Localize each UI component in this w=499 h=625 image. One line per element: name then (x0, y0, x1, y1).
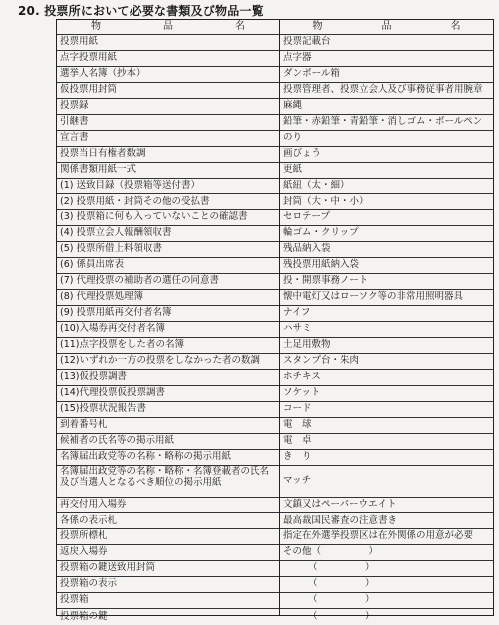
left-column (57, 20, 280, 622)
right-item-row: 鉛筆・赤鉛筆・青鉛筆・消しゴム・ボールペン (280, 115, 493, 131)
left-item-row: (6) 係員出席表 (57, 258, 279, 274)
left-item-row: (1) 送致目録（投票箱等送付書） (57, 179, 279, 195)
right-item-row: ダンボール箱 (280, 67, 493, 83)
right-item-row: 更紙 (280, 163, 493, 179)
items-table (56, 19, 494, 622)
header-char: 物 (91, 21, 101, 33)
right-item-row: コード (280, 402, 493, 418)
left-item-row: 名簿届出政党等の名称・略称の掲示用紙 (57, 450, 279, 466)
right-item-row: （ ） (280, 593, 493, 609)
right-item-row: 点字器 (280, 51, 493, 67)
right-item-row: 残投票用紙納入袋 (280, 258, 493, 274)
left-item-row: (15)投票状況報告書 (57, 402, 279, 418)
right-item-row: 残品納入袋 (280, 242, 493, 258)
right-item-row: セロテープ (280, 210, 493, 226)
header-char: 品 (381, 21, 392, 33)
right-item-row: マッチ (280, 466, 493, 498)
right-item-row: その他（ ） (280, 545, 493, 561)
left-item-row: (5) 投票所借上料領収書 (57, 242, 279, 258)
right-item-row: のり (280, 131, 493, 147)
left-item-row: 再交付用入場券 (57, 498, 279, 514)
right-item-row: 輪ゴム・クリップ (280, 226, 493, 242)
left-item-row: 投票所標札 (57, 529, 279, 545)
left-item-row: 返戻入場券 (57, 545, 279, 561)
left-item-row: (2) 投票用紙・封筒その他の受払書 (57, 195, 279, 211)
right-item-row: ハサミ (280, 322, 493, 338)
left-item-row: (3) 投票箱に何も入っていないことの確認書 (57, 210, 279, 226)
left-item-row: 投票箱の鍵送致用封筒 (57, 561, 279, 577)
left-item-row: (10)入場券再交付者名簿 (57, 322, 279, 338)
left-item-row: (12)いずれか一方の投票をしなかった者の数調 (57, 354, 279, 370)
left-item-row: 投票箱の表示 (57, 577, 279, 593)
header-char: 品 (163, 21, 173, 33)
left-item-row: (7) 代理投票の補助者の選任の同意書 (57, 274, 279, 290)
left-item-row: 関係書類用紙一式 (57, 163, 279, 179)
header-char: 名 (235, 21, 245, 33)
left-item-row: 投票当日有権者数調 (57, 147, 279, 163)
right-item-row: （ ） (280, 577, 493, 593)
right-item-row: 懐中電灯又はローソク等の非常用照明器具 (280, 290, 493, 306)
right-item-row: き り (280, 450, 493, 466)
left-item-row: (8) 代理投票処理簿 (57, 290, 279, 306)
right-item-row: 投票記載台 (280, 35, 493, 51)
right-item-row: 紙紐（太・細） (280, 179, 493, 195)
right-item-row: 電 球 (280, 418, 493, 434)
right-item-row: 土足用敷物 (280, 338, 493, 354)
left-item-row: (9) 投票用紙再交付者名簿 (57, 306, 279, 322)
left-item-row: 投票用紙 (57, 35, 279, 51)
right-item-row: （ ） (308, 610, 375, 622)
left-item-row: 各係の表示札 (57, 514, 279, 530)
header-char: 物 (312, 21, 323, 33)
right-column (280, 20, 493, 622)
left-item-row: (13)仮投票調書 (57, 370, 279, 386)
right-item-row: 画びょう (280, 147, 493, 163)
right-item-row: スタンプ台・朱肉 (280, 354, 493, 370)
right-item-row: ナイフ (280, 306, 493, 322)
left-item-row: 名簿届出政党等の名称・略称・名簿登載者の氏名及び当選人となるべき順位の掲示用紙 (57, 466, 279, 498)
left-item-row: 点字投票用紙 (57, 51, 279, 67)
page-title: 20. 投票所において必要な書類及び物品一覧 (18, 4, 264, 18)
left-item-row: 選挙人名簿（抄本） (57, 67, 279, 83)
right-item-row: ソケット (280, 386, 493, 402)
left-item-row: 候補者の氏名等の掲示用紙 (57, 434, 279, 450)
right-item-row: 指定在外選挙投票区は在外関係の用意が必要 (280, 529, 493, 545)
right-item-row: 投票管理者、投票立会人及び事務従事者用腕章 (280, 83, 493, 99)
right-item-row: 麻縄 (280, 99, 493, 115)
left-column-header (57, 20, 279, 35)
left-item-row: 投票箱 (57, 593, 279, 609)
left-item-row: 宣言書 (57, 131, 279, 147)
right-item-row: 電 卓 (280, 434, 493, 450)
left-item-row: (14)代理投票仮投票調書 (57, 386, 279, 402)
left-item-row: 引継書 (57, 115, 279, 131)
right-item-row: 封筒（大・中・小） (280, 195, 493, 211)
left-item-row: 投票箱の鍵 (60, 610, 108, 622)
left-item-row: 仮投票用封筒 (57, 83, 279, 99)
right-item-row: 文鎮又はペーパーウエイト (280, 498, 493, 514)
right-item-row: （ ） (280, 561, 493, 577)
right-item-row: 投・開票事務ノート (280, 274, 493, 290)
left-item-row: (11)点字投票をした者の名簿 (57, 338, 279, 354)
left-item-row: (4) 投票立会人報酬領収書 (57, 226, 279, 242)
right-column-header (280, 20, 493, 35)
right-item-row: 最高裁国民審査の注意書き (280, 514, 493, 530)
left-item-row: 到着番号札 (57, 418, 279, 434)
header-char: 名 (450, 21, 461, 33)
left-item-row: 投票録 (57, 99, 279, 115)
right-item-row: ホチキス (280, 370, 493, 386)
